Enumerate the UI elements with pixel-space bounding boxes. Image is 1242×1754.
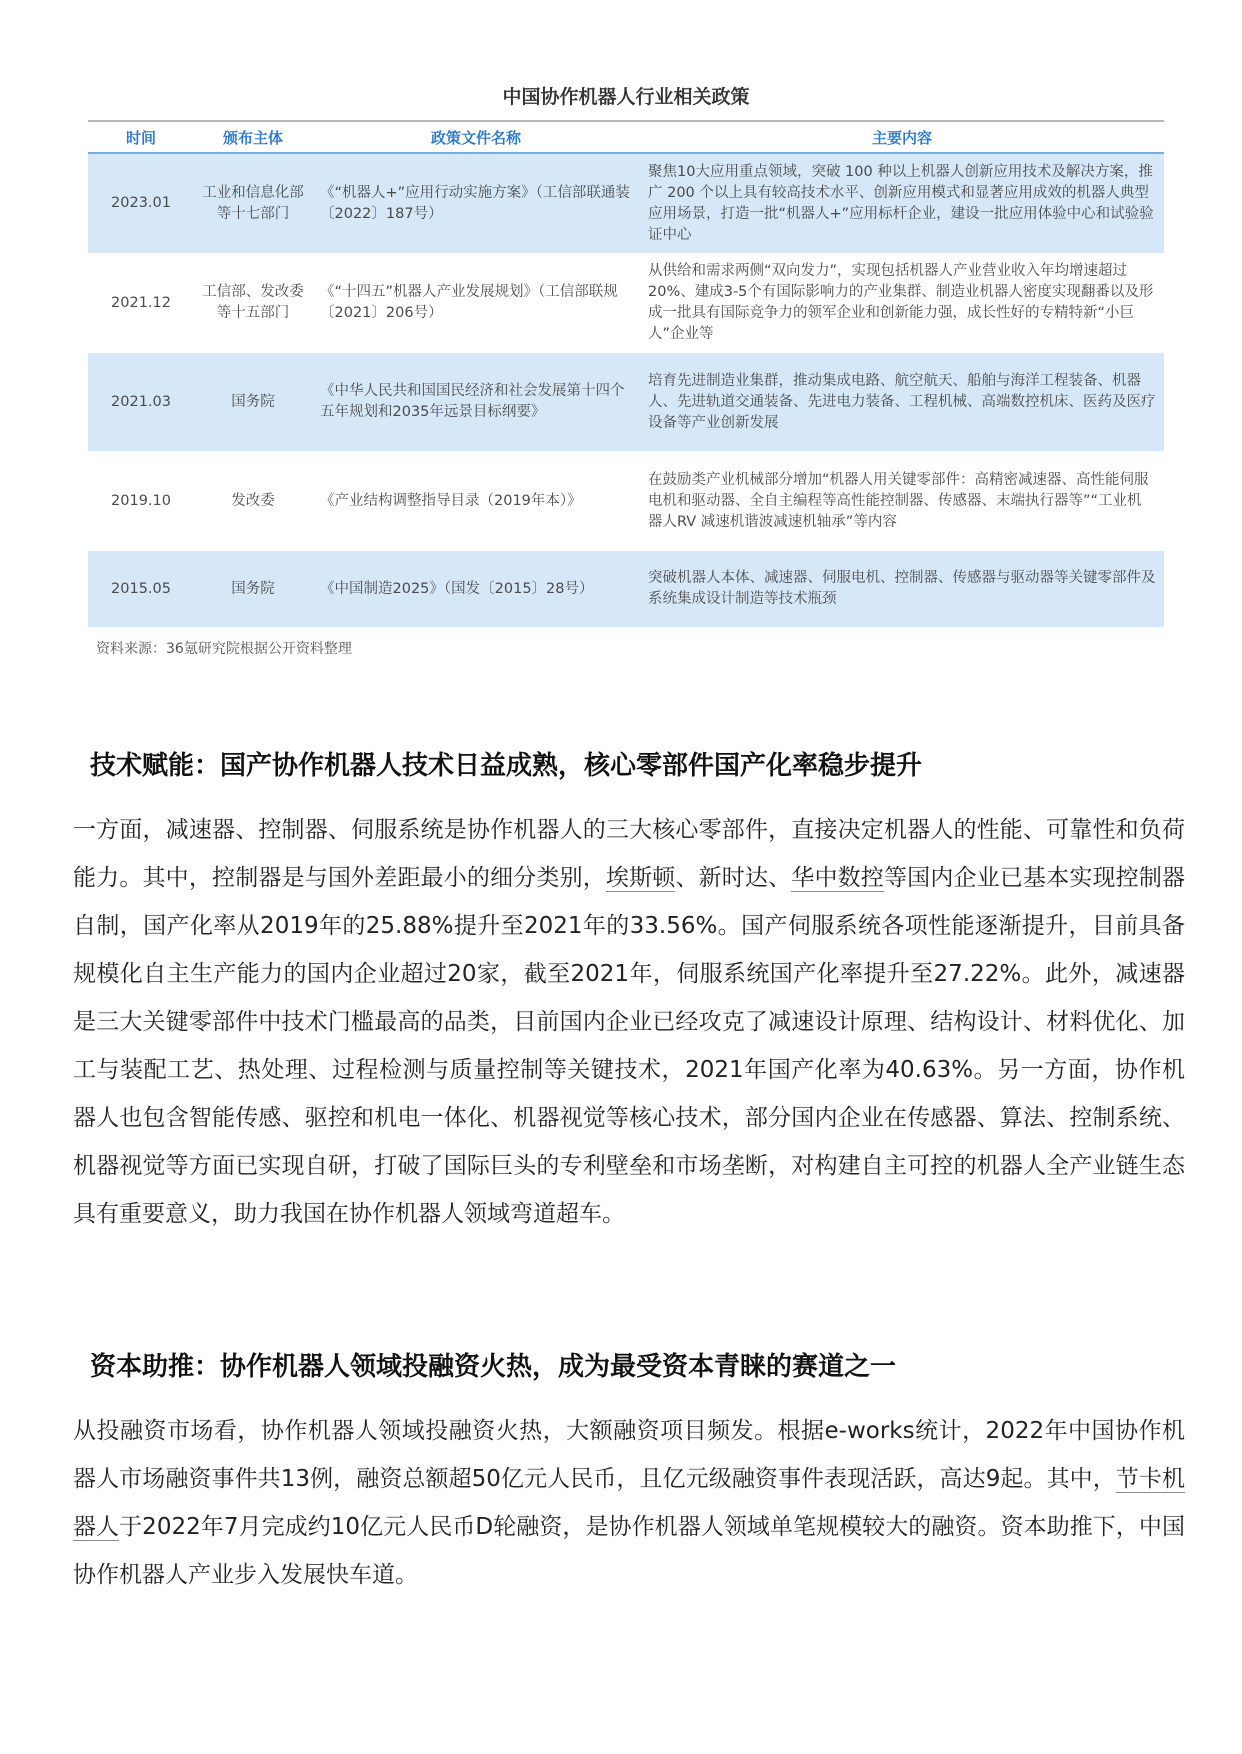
paragraph-text: 、新时达、 — [675, 865, 792, 891]
cell-content: 从供给和需求两侧“双向发力”，实现包括机器人产业营业收入年均增速超过20%、建成3-5个有国际影响力的产业集群、制造业机器人密度实现翻番以及形成一批具有国际竞争力的领军企业和创新能力强，成长性好的专精特新“小巨人”企业等 — [640, 253, 1164, 353]
cell-document: 《“十四五”机器人产业发展规划》（工信部联规〔2021〕206号） — [312, 253, 640, 353]
table-title: 中国协作机器人行业相关政策 — [502, 86, 750, 108]
cell-content: 聚焦10大应用重点领域，突破 100 种以上机器人创新应用技术及解决方案，推广 200 个以上具有较高技术水平、创新应用模式和显著应用成效的机器人典型应用场景，打造一批“机器人+”应用标杆企业，建设一批应用体验中心和试验验证中心 — [640, 153, 1164, 253]
cell-time: 2019.10 — [88, 451, 194, 551]
table-row — [88, 551, 1164, 627]
cell-content: 在鼓励类产业机械部分增加“机器人用关键零部件：高精密减速器、高性能伺服电机和驱动器、全自主编程等高性能控制器、传感器、末端执行器等”“工业机器人RV 减速机谐波减速机轴承”等内容 — [640, 451, 1164, 551]
table-source-note: 资料来源：36氪研究院根据公开资料整理 — [96, 641, 352, 657]
cell-time: 2021.12 — [88, 253, 194, 353]
paragraph-text: 等国内企业已基本实现控制器自制，国产化率从2019年的25.88%提升至2021年的33.56%。国产伺服系统各项性能逐渐提升，目前具备规模化自主生产能力的国内企业超过20家，截至2021年，伺服系统国产化率提升至27.22%。此外，减速器是三大关键零部件中技术门槛最高的品类，目前国内企业已经攻克了减速设计原理、结构设计、材料优化、加工与装配工艺、热处理、过程检测与质量控制等关键技术，2021年国产化率为40.63%。另一方面，协作机器人也包含智能传感、驱控和机电一体化、机器视觉等核心技术，部分国内企业在传感器、算法、控制系统、机器视觉等方面已实现自研，打破了国际巨头的专利壁垒和市场垄断，对构建自主可控的机器人全产业链生态具有重要意义，助力我国在协作机器人领域弯道超车。 — [73, 865, 1186, 1227]
section-paragraph-capital — [73, 1407, 1185, 1599]
cell-issuer: 国务院 — [194, 551, 312, 627]
header-content: 主要内容 — [640, 121, 1164, 153]
cell-time: 2021.03 — [88, 353, 194, 451]
table-row — [88, 451, 1164, 551]
cell-document: 《中国制造2025》（国发〔2015〕28号） — [312, 551, 640, 627]
company-link-hnc[interactable]: 华中数控 — [791, 865, 884, 891]
policy-table-section — [88, 78, 1164, 627]
cell-document: 《中华人民共和国国民经济和社会发展第十四个五年规划和2035年远景目标纲要》 — [312, 353, 640, 451]
header-issuer: 颁布主体 — [194, 121, 312, 153]
section-heading-tech: 技术赋能：国产协作机器人技术日益成熟，核心零部件国产化率稳步提升 — [90, 751, 923, 781]
cell-time: 2015.05 — [88, 551, 194, 627]
table-header-row — [88, 121, 1164, 153]
cell-document: 《“机器人+”应用行动实施方案》（工信部联通装〔2022〕187号） — [312, 153, 640, 253]
cell-issuer: 工信部、发改委等十五部门 — [194, 253, 312, 353]
paragraph-text: 从投融资市场看，协作机器人领域投融资火热，大额融资项目频发。根据e-works统计，2022年中国协作机器人市场融资事件共13例，融资总额超50亿元人民币，且亿元级融资事件表现活跃，高达9起。其中， — [73, 1418, 1185, 1492]
cell-issuer: 工业和信息化部等十七部门 — [194, 153, 312, 253]
cell-document: 《产业结构调整指导目录（2019年本）》 — [312, 451, 640, 551]
company-link-jaka[interactable]: 节卡机器人 — [73, 1466, 1186, 1540]
section-paragraph-tech — [73, 806, 1185, 1238]
table-row — [88, 153, 1164, 253]
header-document: 政策文件名称 — [312, 121, 640, 153]
section-heading-capital: 资本助推：协作机器人领域投融资火热，成为最受资本青睐的赛道之一 — [90, 1352, 897, 1382]
cell-issuer: 发改委 — [194, 451, 312, 551]
header-time: 时间 — [88, 121, 194, 153]
paragraph-text: 于2022年7月完成约10亿元人民币D轮融资，是协作机器人领域单笔规模较大的融资。资本助推下，中国协作机器人产业步入发展快车道。 — [73, 1514, 1185, 1588]
table-row — [88, 253, 1164, 353]
policy-table — [88, 120, 1164, 627]
company-link-estun[interactable]: 埃斯顿 — [605, 865, 676, 891]
table-row — [88, 353, 1164, 451]
cell-issuer: 国务院 — [194, 353, 312, 451]
paragraph-text: 一方面，减速器、控制器、伺服系统是协作机器人的三大核心零部件，直接决定机器人的性能、可靠性和负荷能力。其中，控制器是与国外差距最小的细分类别， — [73, 817, 1185, 891]
cell-content: 突破机器人本体、减速器、伺服电机、控制器、传感器与驱动器等关键零部件及系统集成设计制造等技术瓶颈 — [640, 551, 1164, 627]
cell-time: 2023.01 — [88, 153, 194, 253]
cell-content: 培育先进制造业集群，推动集成电路、航空航天、船舶与海洋工程装备、机器人、先进轨道交通装备、先进电力装备、工程机械、高端数控机床、医药及医疗设备等产业创新发展 — [640, 353, 1164, 451]
